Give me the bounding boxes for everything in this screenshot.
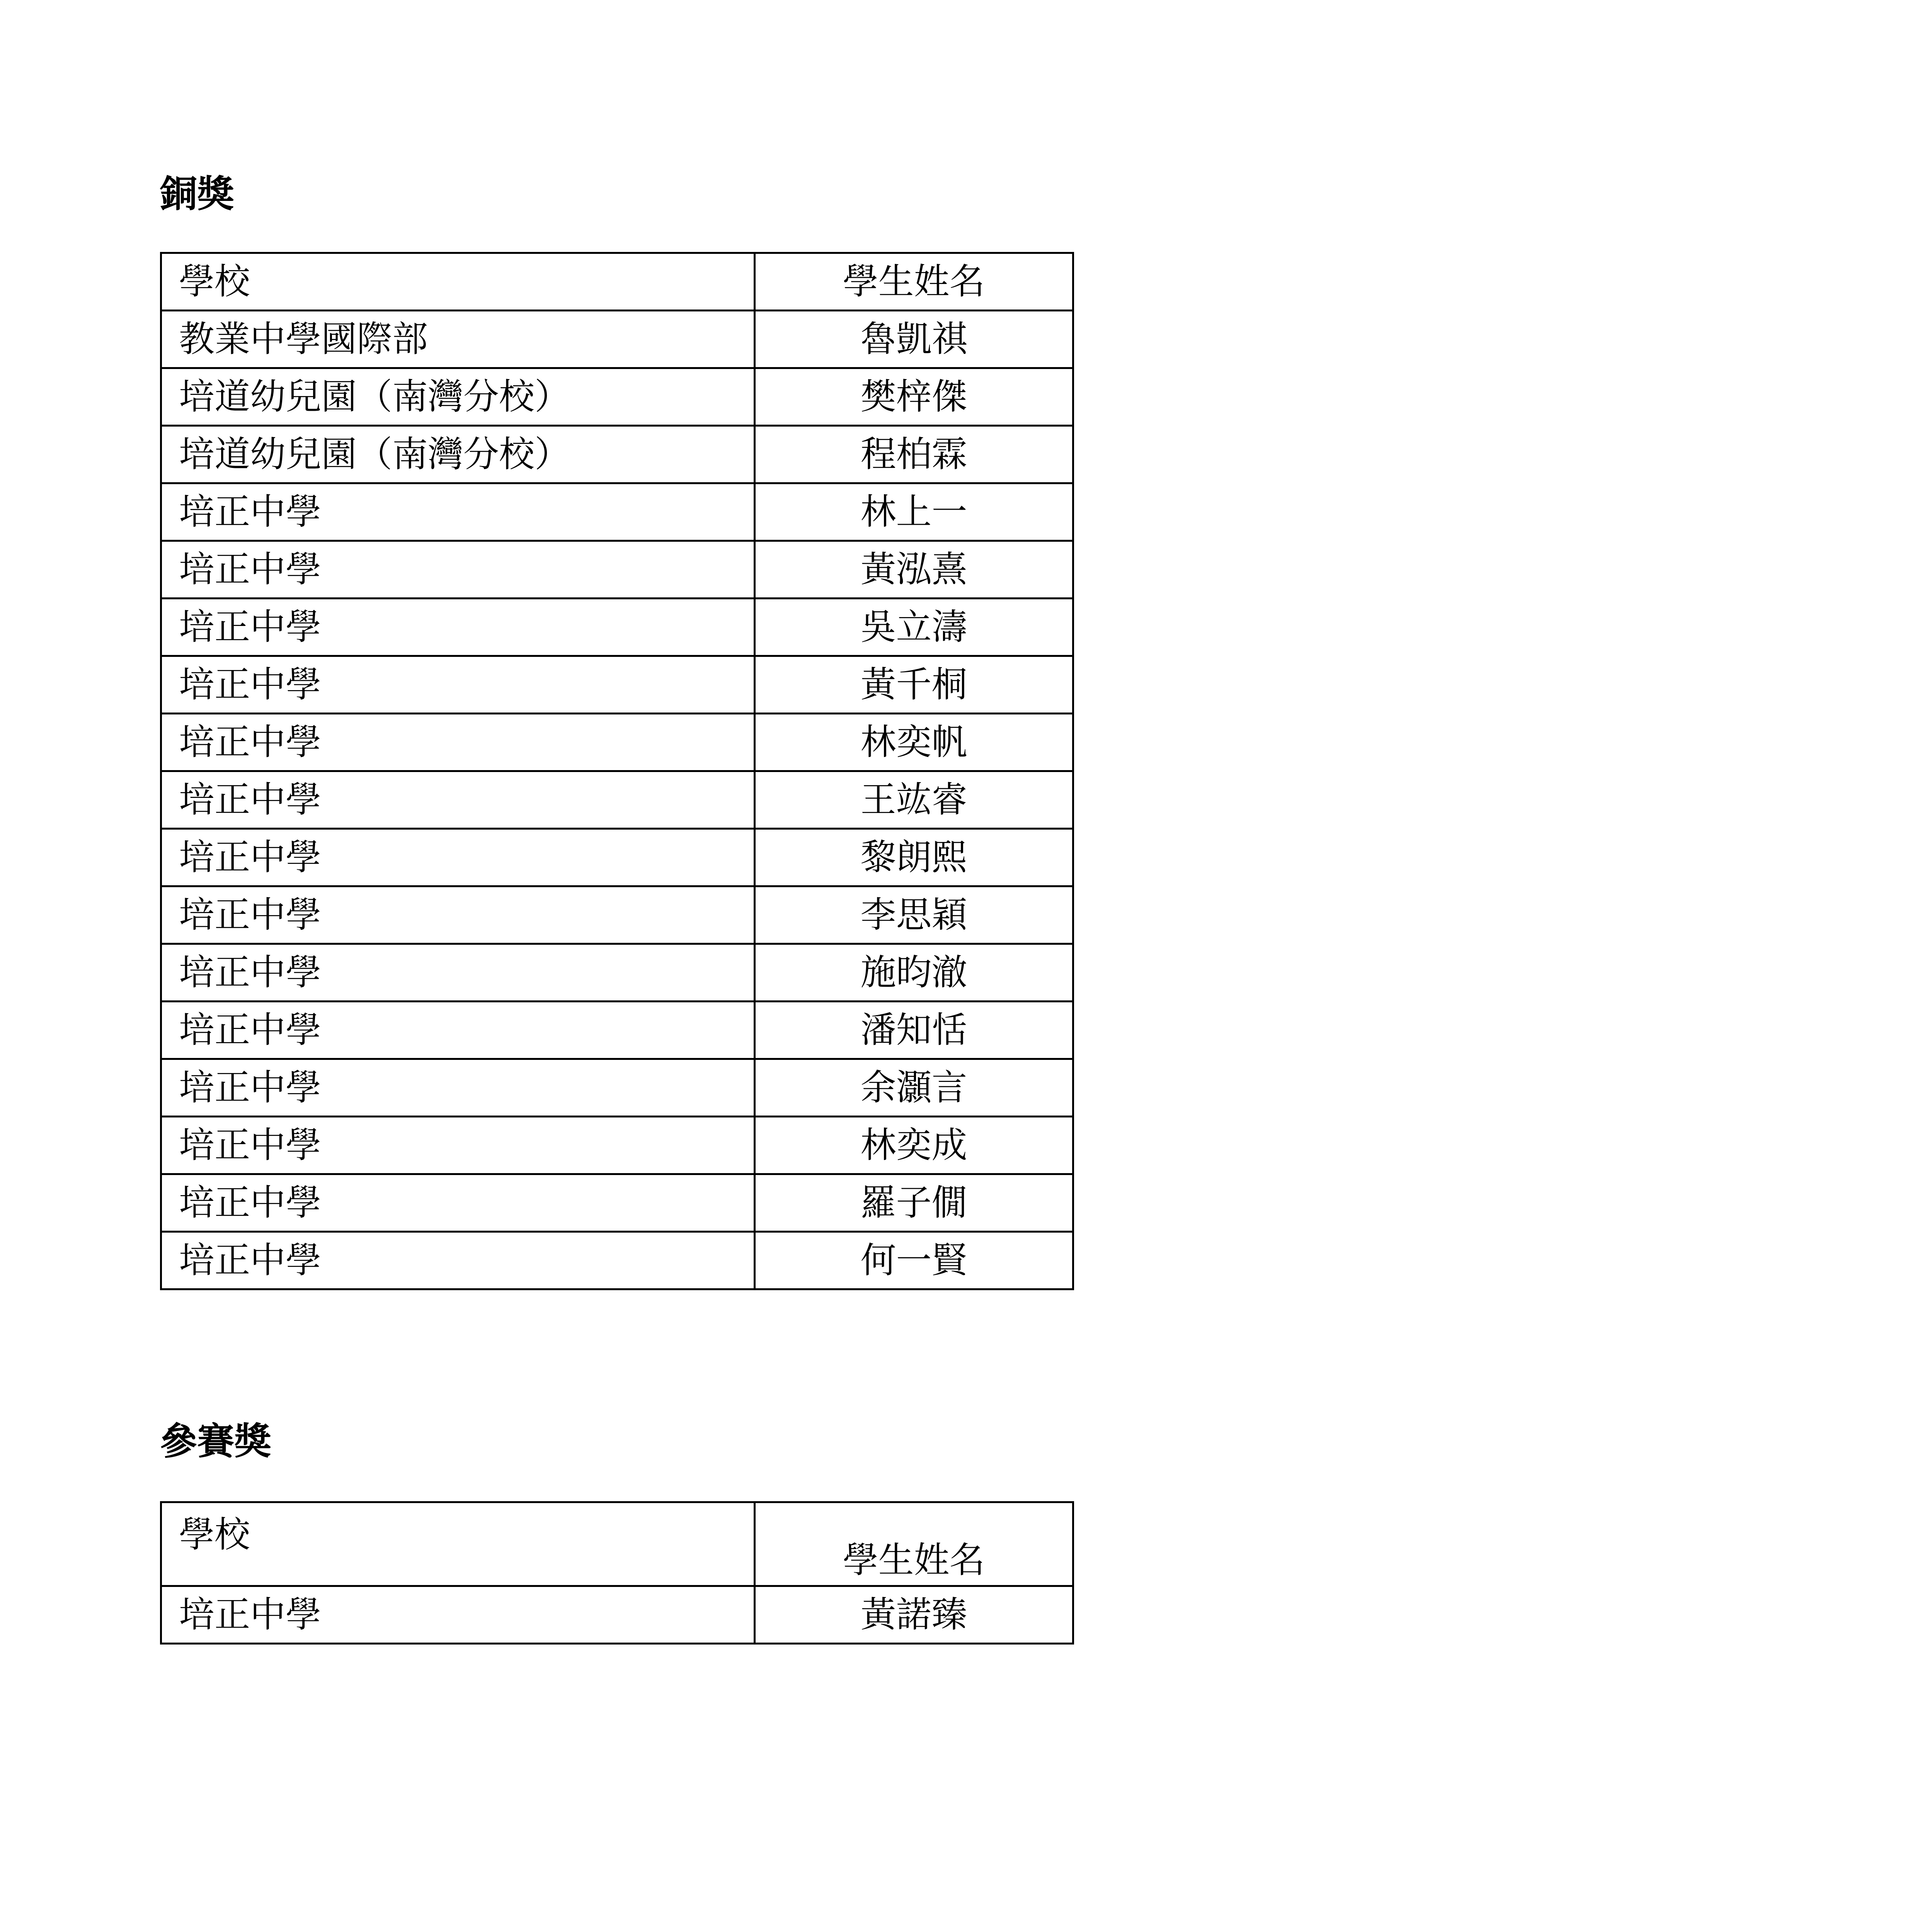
table-row: [161, 1232, 1073, 1289]
student-name-cell: 魯凱祺: [755, 311, 1073, 368]
student-name-cell: 林上一: [755, 483, 1073, 541]
bronze-award-table-body: [161, 253, 1073, 1289]
school-cell: 培正中學: [161, 1232, 755, 1289]
student-name-cell: 余灝言: [755, 1059, 1073, 1117]
student-name-cell: 羅子僩: [755, 1174, 1073, 1232]
school-cell: 培正中學: [161, 1586, 755, 1644]
student-name-column-header: 學生姓名: [755, 253, 1073, 311]
table-row: [161, 829, 1073, 886]
table-row: [161, 541, 1073, 599]
student-name-cell: 林奕帆: [755, 714, 1073, 771]
student-name-cell: 黃千桐: [755, 656, 1073, 714]
school-cell: 培正中學: [161, 1117, 755, 1174]
table-row: [161, 483, 1073, 541]
student-name-cell: 何一賢: [755, 1232, 1073, 1289]
participation-award-table-body: [161, 1502, 1073, 1644]
school-cell: 培道幼兒園（南灣分校）: [161, 368, 755, 426]
school-cell: 培正中學: [161, 656, 755, 714]
bronze-award-heading: 銅獎: [160, 172, 234, 216]
student-name-cell: 黎朗熙: [755, 829, 1073, 886]
table-row: [161, 714, 1073, 771]
school-cell: 培正中學: [161, 599, 755, 656]
table-row: [161, 1117, 1073, 1174]
table-row: [161, 1174, 1073, 1232]
student-name-cell: 林奕成: [755, 1117, 1073, 1174]
school-cell: 培正中學: [161, 771, 755, 829]
table-row: [161, 886, 1073, 944]
student-name-cell: 樊梓傑: [755, 368, 1073, 426]
bronze-award-table: [160, 252, 1074, 1290]
table-row: [161, 944, 1073, 1002]
school-cell: 培正中學: [161, 944, 755, 1002]
school-cell: 培正中學: [161, 886, 755, 944]
participation-award-heading: 參賽獎: [160, 1420, 271, 1463]
school-column-header: 學校: [161, 253, 755, 311]
school-cell: 培正中學: [161, 829, 755, 886]
school-cell: 培正中學: [161, 1059, 755, 1117]
table-row: [161, 1002, 1073, 1059]
school-cell: 培正中學: [161, 1174, 755, 1232]
school-cell: 培正中學: [161, 714, 755, 771]
table-row: [161, 656, 1073, 714]
table-row: [161, 771, 1073, 829]
student-name-cell: 程柏霖: [755, 426, 1073, 483]
student-name-cell: 王竑睿: [755, 771, 1073, 829]
table-row: [161, 368, 1073, 426]
school-cell: 培正中學: [161, 1002, 755, 1059]
table-row: [161, 426, 1073, 483]
school-cell: 培正中學: [161, 541, 755, 599]
student-name-column-header: 學生姓名: [755, 1502, 1073, 1586]
table-row: [161, 1059, 1073, 1117]
student-name-cell: 吳立濤: [755, 599, 1073, 656]
table-header-row: [161, 253, 1073, 311]
school-cell: 教業中學國際部: [161, 311, 755, 368]
student-name-cell: 施昀澈: [755, 944, 1073, 1002]
student-name-cell: 李思穎: [755, 886, 1073, 944]
participation-award-table: [160, 1501, 1074, 1645]
student-name-cell: 潘知恬: [755, 1002, 1073, 1059]
school-cell: 培道幼兒園（南灣分校）: [161, 426, 755, 483]
table-row: [161, 1586, 1073, 1644]
student-name-cell: 黃泓熹: [755, 541, 1073, 599]
student-name-cell: 黃諾臻: [755, 1586, 1073, 1644]
table-row: [161, 599, 1073, 656]
school-cell: 培正中學: [161, 483, 755, 541]
school-column-header: 學校: [161, 1502, 755, 1586]
table-header-row: [161, 1502, 1073, 1586]
table-row: [161, 311, 1073, 368]
